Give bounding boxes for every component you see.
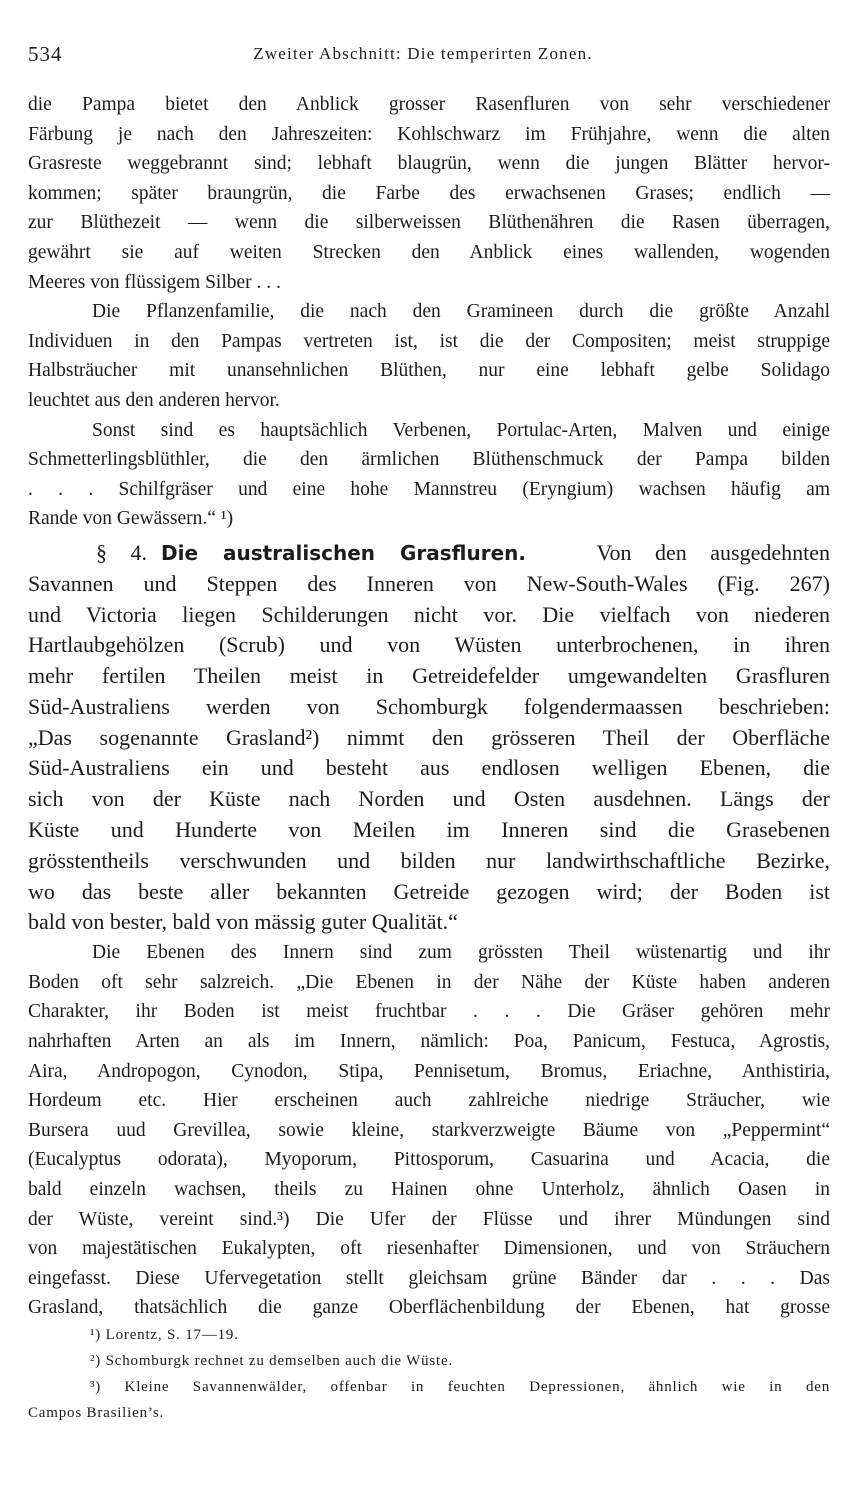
page-number: 534 [28, 42, 63, 66]
section-sign: § 4. [96, 539, 147, 565]
text-line: Boden oft sehr salzreich. „Die Ebenen in der Nähe der Küste haben anderen [28, 971, 830, 993]
text-line: mehr fertilen Theilen meist in Getreidefelder umgewandelten Grasfluren [28, 663, 830, 689]
footnote-continuation: Campos Brasilien’s. [28, 1405, 165, 1421]
text-line: „Das sogenannte Grasland²) nimmt den grösseren Theil der Oberfläche [28, 724, 830, 750]
text-line: Grasland, thatsächlich die ganze Oberflächenbildung der Ebenen, hat grosse [28, 1297, 830, 1319]
page-header [28, 42, 818, 72]
text-line: (Eucalyptus odorata), Myoporum, Pittosporum, Casuarina und Acacia, die [28, 1149, 830, 1171]
section-heading-line [28, 538, 830, 569]
text-line: Rande von Gewässern.“ ¹) [28, 508, 234, 530]
footnote: ¹) Lorentz, S. 17—19. [90, 1327, 239, 1343]
text-line: Charakter, ihr Boden ist meist fruchtbar . . . Die Gräser gehören mehr [28, 1001, 830, 1023]
text-line: grösstentheils verschwunden und bilden nur landwirthschaftliche Bezirke, [28, 847, 830, 873]
paragraph-compositen [28, 297, 830, 415]
text-line: gewährt sie auf weiten Strecken den Anblick eines wallenden, wogenden [28, 241, 830, 263]
text-line: Schmetterlingsblüthler, die den ärmlichen Blüthenschmuck der Pampa bilden [28, 449, 830, 471]
text-line: Küste und Hunderte von Meilen im Inneren sind die Grasebenen [28, 817, 830, 843]
footnotes [28, 1322, 830, 1426]
running-head: Zweiter Abschnitt: Die temperirten Zonen. [253, 44, 593, 63]
section-australian-grasslands [28, 538, 830, 938]
text-line: der Wüste, vereint sind.³) Die Ufer der Flüsse und ihrer Mündungen sind [28, 1208, 830, 1230]
section-title: Die australischen Grasfluren. [161, 540, 526, 565]
text-line: Bursera uud Grevillea, sowie kleine, starkverzweigte Bäume von „Peppermint“ [28, 1119, 830, 1141]
text-line: Aira, Andropogon, Cynodon, Stipa, Pennisetum, Bromus, Eriachne, Anthistiria, [28, 1060, 830, 1082]
text-line: . . . Schilfgräser und eine hohe Mannstreu (Eryngium) wachsen häufig am [28, 478, 830, 500]
paragraph-ebenen [28, 938, 830, 1323]
text-line: die Pampa bietet den Anblick grosser Rasenfluren von sehr verschiedener [28, 94, 830, 115]
text-line: bald einzeln wachsen, theils zu Hainen ohne Unterholz, ähnlich Oasen in [28, 1179, 830, 1201]
text-line: kommen; später braungrün, die Farbe des erwachsenen Grases; endlich — [28, 182, 830, 204]
text-line: Süd-Australiens werden von Schomburgk folgendermaassen beschrieben: [28, 693, 830, 719]
text-line: Individuen in den Pampas vertreten ist, ist die der Compositen; meist struppige [28, 330, 830, 352]
text-line: Die Ebenen des Innern sind zum grössten Theil wüstenartig und ihr [92, 942, 830, 964]
text-line: nahrhaften Arten an als im Innern, nämlich: Poa, Panicum, Festuca, Agrostis, [28, 1031, 830, 1053]
text-line: zur Blüthezeit — wenn die silberweissen Blüthenähren die Rasen überragen, [28, 212, 830, 234]
text-line: Hordeum etc. Hier erscheinen auch zahlreiche niedrige Sträucher, wie [28, 1090, 830, 1112]
text-line: sich von der Küste nach Norden und Osten ausdehnen. Längs der [28, 786, 830, 812]
text-line: Die Pflanzenfamilie, die nach den Gramineen durch die größte Anzahl [92, 301, 830, 323]
text-line: Savannen und Steppen des Inneren von New-South-Wales (Fig. 267) [28, 570, 830, 596]
text-line: Sonst sind es hauptsächlich Verbenen, Portulac-Arten, Malven und einige [92, 419, 830, 441]
footnote: ³) Kleine Savannenwälder, offenbar in feuchten Depressionen, ähnlich wie in den [90, 1379, 830, 1395]
text-line: Färbung je nach den Jahreszeiten: Kohlschwarz im Frühjahre, wenn die alten [28, 123, 830, 145]
text-line: von majestätischen Eukalypten, oft riesenhafter Dimensionen, und von Sträuchern [28, 1238, 830, 1260]
section-heading-continuation: Von den ausgedehnten [596, 539, 830, 565]
text-line: und Victoria liegen Schilderungen nicht vor. Die vielfach von niederen [28, 601, 830, 627]
text-line: Hartlaubgehölzen (Scrub) und von Wüsten unterbrochenen, in ihren [28, 632, 830, 658]
text-line: bald von bester, bald von mässig guter Qualität.“ [28, 909, 458, 935]
text-line: eingefasst. Diese Ufervegetation stellt gleichsam grüne Bänder dar . . . Das [28, 1267, 830, 1289]
text-line: Halbsträucher mit unansehnlichen Blüthen, nur eine lebhaft gelbe Solidago [28, 360, 830, 382]
text-line: Grasreste weggebrannt sind; lebhaft blaugrün, wenn die jungen Blätter hervor- [28, 153, 830, 175]
text-line: leuchtet aus den anderen hervor. [28, 389, 280, 411]
footnote: ²) Schomburgk rechnet zu demselben auch die Wüste. [90, 1353, 454, 1369]
paragraph-verbenen [28, 416, 830, 534]
text-line: Meeres von flüssigem Silber . . . [28, 271, 281, 293]
paragraph-pampa-description [28, 90, 830, 297]
text-line: Süd-Australiens ein und besteht aus endlosen welligen Ebenen, die [28, 755, 830, 781]
body-text [28, 90, 830, 1323]
text-line: wo das beste aller bekannten Getreide gezogen wird; der Boden ist [28, 878, 830, 904]
